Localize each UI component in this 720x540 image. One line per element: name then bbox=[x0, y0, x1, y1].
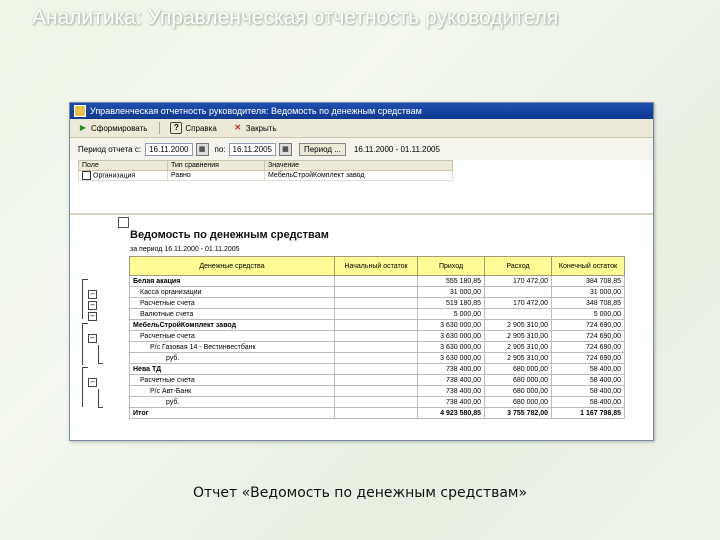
row-value-cell bbox=[335, 364, 418, 375]
row-name-cell: Расчетные счета bbox=[130, 331, 335, 342]
row-name-cell: МебельСтройКомплект завод bbox=[130, 320, 335, 331]
filter-cell-compare[interactable]: Равно bbox=[168, 171, 265, 181]
period-button[interactable]: Период ... bbox=[299, 143, 346, 156]
row-name-cell: Касса организации bbox=[130, 287, 335, 298]
row-value-cell: 3 630 000,00 bbox=[418, 331, 485, 342]
play-icon: ▶ bbox=[79, 123, 87, 132]
row-value-cell: 3 630 000,00 bbox=[418, 353, 485, 364]
row-name-cell: Итог bbox=[130, 408, 335, 419]
outline-collapse-toggle[interactable]: − bbox=[89, 378, 96, 386]
row-value-cell: 5 000,00 bbox=[418, 309, 485, 320]
row-name-cell: Нева ТД bbox=[130, 364, 335, 375]
parameters-bar bbox=[70, 138, 653, 160]
filter-grid bbox=[78, 160, 453, 201]
row-value-cell: 170 472,00 bbox=[485, 276, 552, 287]
table-row[interactable] bbox=[130, 342, 625, 353]
row-value-cell: 738 400,00 bbox=[418, 375, 485, 386]
table-row[interactable] bbox=[130, 320, 625, 331]
row-value-cell bbox=[335, 309, 418, 320]
toolbar-divider bbox=[159, 122, 160, 134]
toolbar bbox=[70, 119, 653, 138]
outline-collapse-toggle[interactable]: − bbox=[89, 301, 96, 309]
row-value-cell bbox=[335, 397, 418, 408]
period-text: 16.11.2000 - 01.11.2005 bbox=[353, 144, 440, 154]
date-from-input[interactable]: 16.11.2000 bbox=[145, 143, 192, 156]
row-value-cell bbox=[335, 298, 418, 309]
app-icon bbox=[74, 105, 86, 117]
row-value-cell: 724 690,00 bbox=[552, 331, 625, 342]
row-name-cell: Валютные счета bbox=[130, 309, 335, 320]
row-value-cell: 5 000,00 bbox=[552, 309, 625, 320]
date-to-input[interactable]: 16.11.2005 bbox=[229, 143, 276, 156]
row-value-cell: 724 690,00 bbox=[552, 342, 625, 353]
row-name-cell: руб. bbox=[130, 353, 335, 364]
row-value-cell: 680 000,00 bbox=[485, 386, 552, 397]
table-row[interactable] bbox=[130, 375, 625, 386]
row-value-cell bbox=[335, 320, 418, 331]
help-button[interactable] bbox=[166, 120, 220, 136]
column-header: Конечный остаток bbox=[552, 257, 625, 276]
table-row[interactable] bbox=[130, 276, 625, 287]
window-title: Управленческая отчетность руководителя: Ведомость по денежным средствам bbox=[90, 106, 422, 116]
row-value-cell: 680 000,00 bbox=[485, 364, 552, 375]
row-value-cell: 2 905 310,00 bbox=[485, 353, 552, 364]
row-value-cell bbox=[335, 375, 418, 386]
row-value-cell bbox=[335, 386, 418, 397]
row-value-cell: 724 690,00 bbox=[552, 320, 625, 331]
row-value-cell: 31 000,00 bbox=[418, 287, 485, 298]
row-name-cell: руб. bbox=[130, 397, 335, 408]
filter-cell-value[interactable]: МебельСтройКомплект завод bbox=[265, 171, 453, 181]
report-title: Ведомость по денежным средствам bbox=[130, 229, 329, 241]
window-titlebar[interactable] bbox=[70, 103, 653, 119]
help-icon: ? bbox=[170, 122, 182, 134]
report-window bbox=[69, 102, 654, 441]
row-value-cell: 58 400,00 bbox=[552, 397, 625, 408]
row-value-cell: 3 630 000,00 bbox=[418, 342, 485, 353]
column-header: Приход bbox=[418, 257, 485, 276]
calendar-icon[interactable]: ▦ bbox=[279, 143, 292, 156]
period-label: Период отчета с: bbox=[78, 144, 142, 154]
row-value-cell: 738 400,00 bbox=[418, 386, 485, 397]
outline-collapse-toggle[interactable]: − bbox=[89, 334, 96, 342]
filter-cell-field[interactable] bbox=[79, 171, 168, 181]
row-value-cell: 680 000,00 bbox=[485, 375, 552, 386]
row-value-cell: 738 400,00 bbox=[418, 397, 485, 408]
slide-title: Аналитика: Управленческая отчетность руководителя bbox=[32, 6, 559, 29]
row-value-cell: 3 630 000,00 bbox=[418, 320, 485, 331]
slide-caption: Отчет «Ведомость по денежным средствам» bbox=[192, 485, 528, 501]
row-name-cell: Р/с Газовая 14 - Вестинвестбанк bbox=[130, 342, 335, 353]
row-value-cell: 724 690,00 bbox=[552, 353, 625, 364]
row-value-cell bbox=[485, 287, 552, 298]
table-row[interactable] bbox=[130, 331, 625, 342]
row-name-cell: Белая акация bbox=[130, 276, 335, 287]
table-row[interactable] bbox=[130, 397, 625, 408]
table-row[interactable] bbox=[130, 364, 625, 375]
column-header: Расход bbox=[485, 257, 552, 276]
group-level-toggle[interactable] bbox=[118, 217, 129, 228]
report-area bbox=[70, 213, 653, 441]
filter-header-field[interactable]: Поле bbox=[79, 161, 168, 171]
row-value-cell bbox=[335, 331, 418, 342]
table-row[interactable] bbox=[130, 386, 625, 397]
row-value-cell: 1 167 798,85 bbox=[552, 408, 625, 419]
row-value-cell bbox=[335, 342, 418, 353]
close-button-label: Закрыть bbox=[245, 123, 277, 133]
row-value-cell: 2 905 310,00 bbox=[485, 320, 552, 331]
row-value-cell: 680 000,00 bbox=[485, 397, 552, 408]
filter-checkbox[interactable] bbox=[82, 171, 91, 180]
row-value-cell: 58 400,00 bbox=[552, 386, 625, 397]
row-value-cell bbox=[335, 353, 418, 364]
row-value-cell: 4 923 580,85 bbox=[418, 408, 485, 419]
total-row[interactable] bbox=[130, 408, 625, 419]
row-value-cell: 170 472,00 bbox=[485, 298, 552, 309]
table-row[interactable] bbox=[130, 298, 625, 309]
filter-row[interactable] bbox=[79, 171, 453, 181]
report-table bbox=[129, 256, 625, 419]
filter-header-compare[interactable]: Тип сравнения bbox=[168, 161, 265, 171]
column-header: Денежные средства bbox=[130, 257, 335, 276]
table-row[interactable] bbox=[130, 287, 625, 298]
row-value-cell: 31 000,00 bbox=[552, 287, 625, 298]
report-period: за период 16.11.2000 - 01.11.2005 bbox=[130, 246, 240, 253]
row-value-cell: 519 180,85 bbox=[418, 298, 485, 309]
grouping-gutter bbox=[70, 215, 120, 441]
row-value-cell bbox=[335, 276, 418, 287]
row-value-cell: 58 400,00 bbox=[552, 375, 625, 386]
column-header: Начальный остаток bbox=[335, 257, 418, 276]
close-button[interactable] bbox=[229, 121, 281, 135]
row-value-cell bbox=[335, 408, 418, 419]
to-label: по: bbox=[214, 144, 226, 154]
help-button-label: Справка bbox=[185, 123, 217, 133]
row-value-cell bbox=[335, 287, 418, 298]
row-value-cell: 348 708,85 bbox=[552, 298, 625, 309]
row-name-cell: Расчетные счета bbox=[130, 298, 335, 309]
row-value-cell: 738 400,00 bbox=[418, 364, 485, 375]
close-icon: ✕ bbox=[234, 123, 242, 132]
row-value-cell: 3 755 782,00 bbox=[485, 408, 552, 419]
outline-collapse-toggle[interactable]: − bbox=[89, 290, 96, 298]
generate-button-label: Сформировать bbox=[91, 123, 148, 133]
row-value-cell: 58 400,00 bbox=[552, 364, 625, 375]
generate-button[interactable] bbox=[74, 121, 151, 135]
filter-header-value[interactable]: Значение bbox=[265, 161, 453, 171]
row-value-cell bbox=[485, 309, 552, 320]
row-value-cell: 2 905 310,00 bbox=[485, 342, 552, 353]
table-row[interactable] bbox=[130, 353, 625, 364]
table-row[interactable] bbox=[130, 309, 625, 320]
outline-collapse-toggle[interactable]: − bbox=[89, 312, 96, 320]
row-value-cell: 555 180,85 bbox=[418, 276, 485, 287]
calendar-icon[interactable]: ▦ bbox=[196, 143, 209, 156]
row-name-cell: Расчетные счета bbox=[130, 375, 335, 386]
filter-field-text: Организация bbox=[93, 172, 136, 180]
row-value-cell: 384 708,85 bbox=[552, 276, 625, 287]
row-name-cell: Р/с Авт-Банк bbox=[130, 386, 335, 397]
row-value-cell: 2 905 310,00 bbox=[485, 331, 552, 342]
